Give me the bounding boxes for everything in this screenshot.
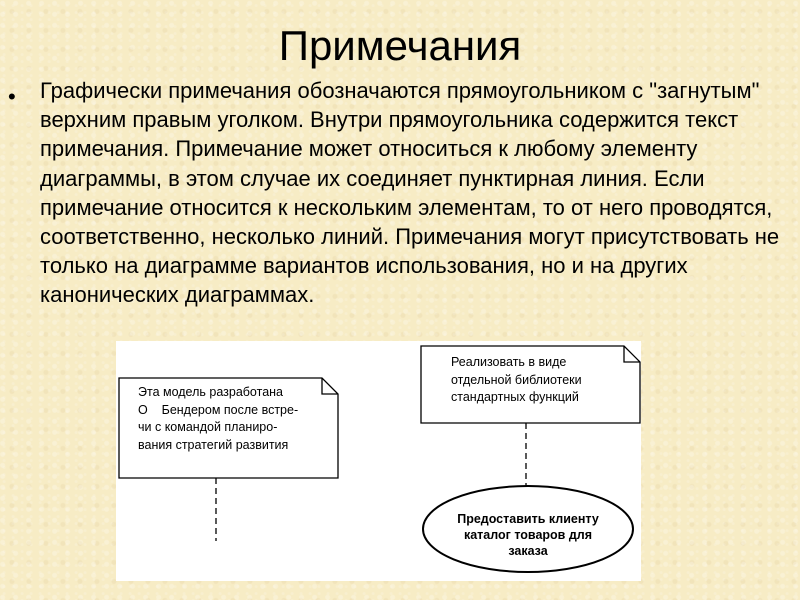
usecase-label: Предоставить клиенту каталог товаров для заказа: [457, 512, 599, 558]
note-left-text: Эта модель разработана О Бендером после встре- чи с командой планиро- вания стратегий развития: [138, 385, 299, 452]
note-right-text: Реализовать в виде отдельной библиотеки стандартных функций: [451, 355, 582, 404]
uml-notes-diagram: [116, 341, 641, 581]
slide-title: Примечания: [278, 22, 522, 69]
bullet-marker: •: [8, 84, 16, 109]
bullet-paragraph: Графически примечания обозначаются прямоугольником с "загнутым" верхним правым уголком. Внутри прямоугольника содержится текст примечания. Примечание может относиться к любому элементу диаграммы, в этом случае их соединяет пунктирная линия. Если примечание относится к нескольким элементам, то от него проводятся, соответственно, несколько линий. Примечания могут присутствовать не только на диаграмме вариантов использования, но и на других канонических диаграммах.: [40, 78, 780, 308]
